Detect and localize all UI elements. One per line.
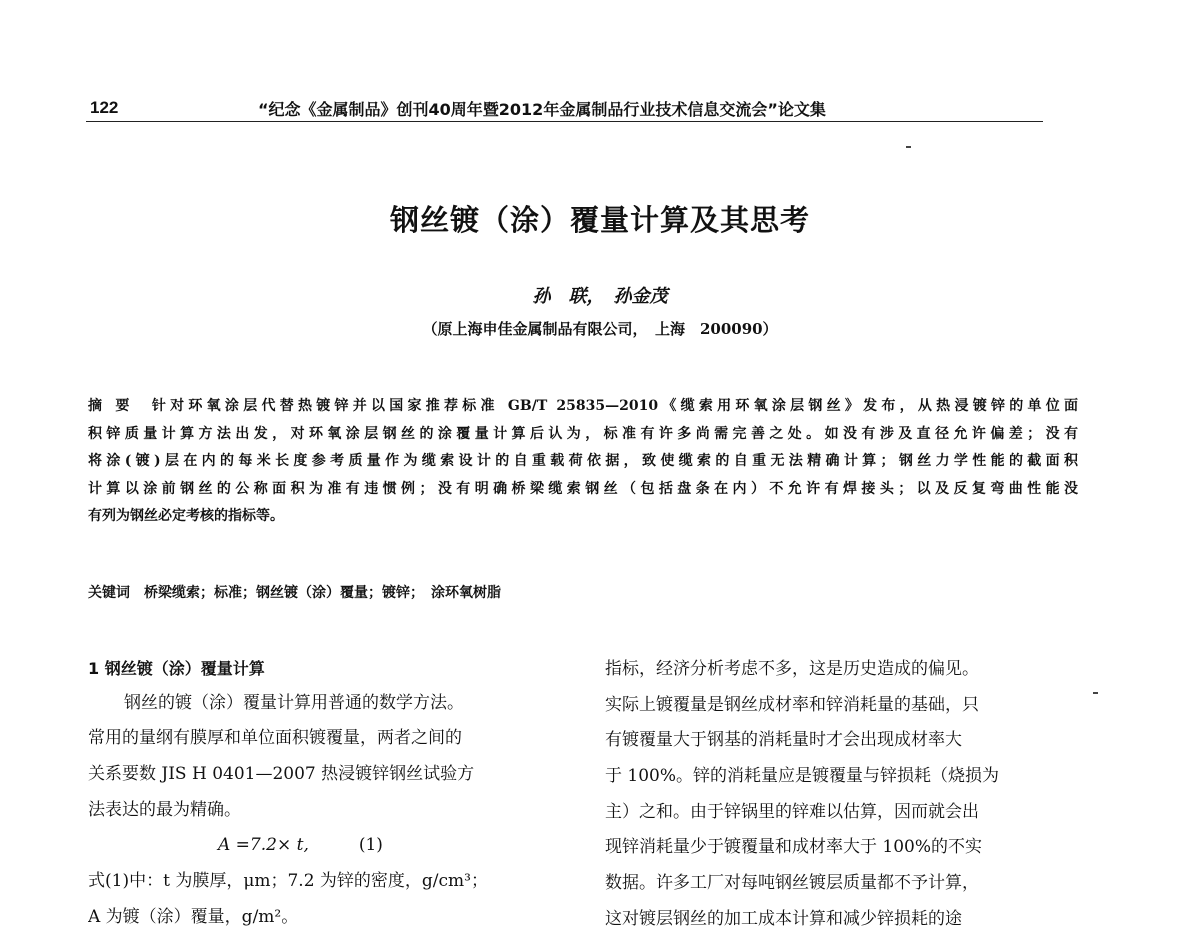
header-rule — [86, 121, 1043, 122]
page-number: 122 — [90, 98, 119, 117]
body-line: 钢丝的镀（涂）覆量计算用普通的数学方法。 — [124, 692, 464, 713]
body-line: 有镀覆量大于钢基的消耗量时才会出现成材率大 — [605, 730, 962, 751]
body-line: 常用的量纲有膜厚和单位面积镀覆量，两者之间的 — [88, 728, 462, 749]
body-line: 这对镀层钢丝的加工成本计算和减少锌损耗的途 — [605, 908, 962, 929]
affiliation: （原上海申佳金属制品有限公司， 上海 200090） — [422, 320, 778, 338]
body-line: 法表达的最为精确。 — [88, 799, 241, 820]
abstract-line: 摘 要 针对环氧涂层代替热镀锌并以国家推荐标准 GB/T 25835—2010《缆索用环氧涂层钢丝》发布，从热浸镀锌的单位面 — [88, 398, 1078, 414]
body-line: 现锌消耗量少于镀覆量和成材率大于 100%的不实 — [605, 837, 983, 858]
scan-speck — [906, 146, 911, 148]
abstract-line: 将涂(镀)层在内的每米长度参考质量作为缆索设计的自重载荷依据，致使缆索的自重无法精确计算；钢丝力学性能的截面积 — [88, 453, 1078, 470]
body-line: 指标，经济分析考虑不多，这是历史造成的偏见。 — [605, 659, 979, 679]
paper-title: 钢丝镀（涂）覆量计算及其思考 — [389, 203, 810, 237]
abstract — [88, 393, 1078, 531]
abstract-line: 积锌质量计算方法出发，对环氧涂层钢丝的涂覆量计算后认为，标准有许多尚需完善之处。如没有涉及直径允许偏差；没有 — [88, 425, 1078, 442]
keywords: 关键词 桥梁缆索；标准；钢丝镀（涂）覆量；镀锌； 涂环氧树脂 — [88, 585, 501, 601]
equation — [88, 828, 573, 864]
running-header-title: “纪念《金属制品》创刊40周年暨2012年金属制品行业技术信息交流会”论文集 — [258, 100, 826, 119]
body-line: 于 100%。锌的消耗量应是镀覆量与锌损耗（烧损为 — [605, 766, 1000, 787]
right-column — [605, 652, 1075, 938]
equation-expression: A =7.2× t, — [218, 835, 309, 856]
equation-number: (1) — [358, 835, 383, 856]
scan-speck — [1093, 692, 1098, 694]
abstract-line: 计算以涂前钢丝的公称面积为准有违惯例；没有明确桥梁缆索钢丝（包括盘条在内）不允许有焊接头；以及反复弯曲性能没 — [88, 480, 1078, 497]
body-line: 主）之和。由于锌锅里的锌难以估算，因而就会出 — [605, 801, 979, 822]
body-line: 关系要数 JIS H 0401—2007 热浸镀锌钢丝试验方 — [88, 763, 475, 784]
abstract-line: 有列为钢丝必定考核的指标等。 — [88, 508, 284, 525]
section-heading: 1 钢丝镀（涂）覆量计算 — [88, 659, 265, 678]
authors: 孙 联， 孙金茂 — [532, 286, 668, 307]
body-line: 式(1)中：t 为膜厚，μm；7.2 为锌的密度，g/cm³； — [88, 871, 488, 892]
body-line: 数据。许多工厂对每吨钢丝镀层质量都不予计算， — [605, 873, 979, 894]
body-line: 实际上镀覆量是钢丝成材率和锌消耗量的基础，只 — [605, 694, 979, 715]
body-line: A 为镀（涂）覆量，g/m²。 — [88, 906, 299, 927]
left-column — [88, 652, 573, 935]
